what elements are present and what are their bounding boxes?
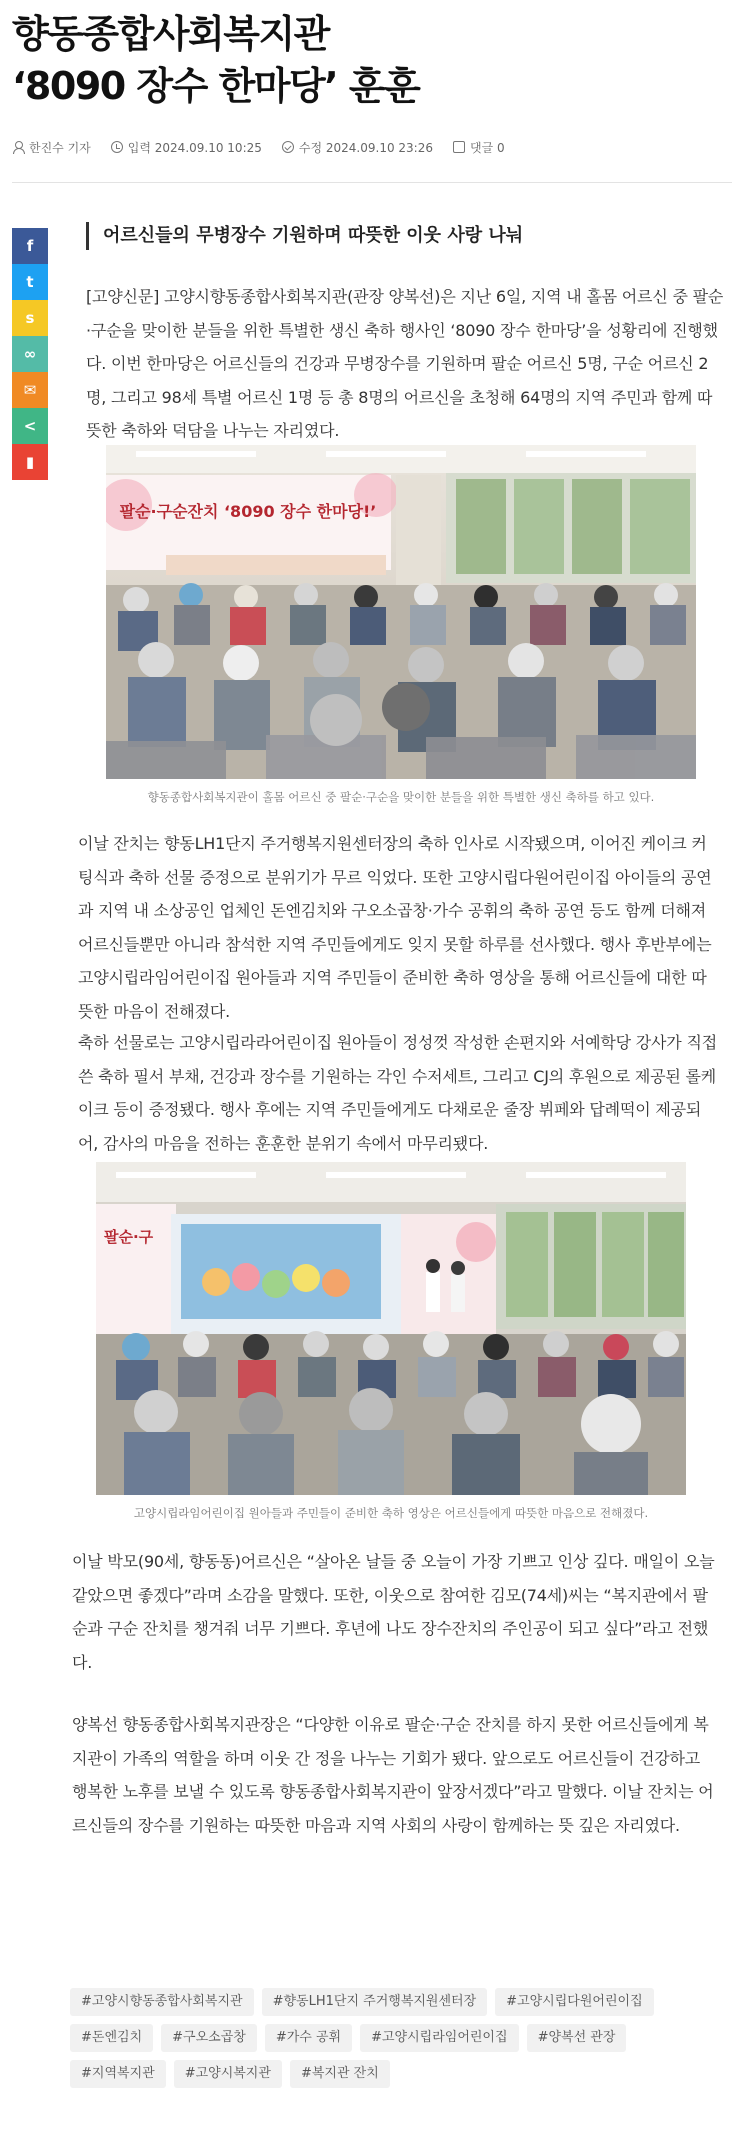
photo-2-caption: 고양시립라임어린이집 원아들과 주민들이 준비한 축하 영상은 어르신들에게 따뜻한 마음으로 전해졌다.: [133, 1506, 649, 1520]
bookmark-icon: ▮: [25, 453, 35, 471]
tag-link[interactable]: #고양시립라임어린이집: [360, 2024, 518, 2052]
link-icon: ∞: [23, 345, 37, 363]
event-photo-2[interactable]: [96, 1162, 686, 1495]
author-info: [12, 139, 91, 156]
share-twitter-button[interactable]: [12, 264, 48, 300]
photo-1-illustration: [106, 445, 696, 779]
article-meta: [12, 136, 732, 158]
published-date: 입력 2024.09.10 10:25: [127, 140, 262, 155]
article-tags: [70, 1988, 710, 2096]
modified-date: 수정 2024.09.10 23:26: [298, 140, 433, 155]
tag-row: [70, 2060, 710, 2088]
kakaostory-icon: s: [25, 309, 35, 327]
comment-info[interactable]: [453, 139, 505, 156]
article-headline: [12, 8, 732, 112]
article-paragraph: 이날 잔치는 향동LH1단지 주거행복지원센터장의 축하 인사로 시작됐으며, 이어진 케이크 커팅식과 축하 선물 증정으로 분위기가 무르 익었다. 또한 고양시립다원어린이집 아이들의 공연과 지역 내 소상공인 업체인 돈엔김치와 구오소곱창·가수 공휘의 축하 공연 등도 함께 더해져 어르신들뿐만 아니라 참석한 지역 주민들에게도 잊지 못할 하루를 선사했다. 행사 후반부에는 고양시립라임어린이집 원아들과 지역 주민들이 준비한 축하 영상을 통해 어르신들에 대한 따뜻한 마음이 전해졌다.: [78, 834, 712, 1021]
comment-count[interactable]: 댓글 0: [470, 140, 505, 155]
article-paragraph: 이날 박모(90세, 향동동)어르신은 “살아온 날들 중 오늘이 가장 기쁘고 인상 깊다. 매일이 오늘 같았으면 좋겠다”라며 소감을 말했다. 또한, 이웃으로 참여한 김모(74세)씨는 “복지관에서 팔순과 구순 잔치를 챙겨줘 너무 기쁘다. 후년에 나도 장수잔치의 주인공이 되고 싶다”라고 전했다.: [72, 1552, 715, 1672]
tag-link[interactable]: #고양시복지관: [174, 2060, 282, 2088]
share-kakaostory-button[interactable]: [12, 300, 48, 336]
share-bookmark-button[interactable]: [12, 444, 48, 480]
published-info: [111, 139, 262, 156]
banner-text-2: 팔순·구: [104, 1228, 154, 1246]
article-subtitle: 어르신들의 무병장수 기원하며 따뜻한 이웃 사랑 나눠: [86, 222, 716, 250]
meta-divider: [12, 182, 732, 183]
facebook-icon: f: [26, 237, 34, 255]
share-email-button[interactable]: [12, 372, 48, 408]
article-title-line2: ‘8090 장수 한마당’ 훈훈: [12, 64, 420, 108]
tag-row: [70, 1988, 710, 2016]
comment-icon: [453, 141, 465, 153]
tag-link[interactable]: #고양시향동종합사회복지관: [70, 1988, 254, 2016]
tag-link[interactable]: #돈엔김치: [70, 2024, 153, 2052]
share-share-button[interactable]: [12, 408, 48, 444]
banner-text: 팔순·구순잔치 ‘8090 장수 한마당!’: [119, 502, 377, 521]
modified-info: [282, 139, 433, 156]
tag-link[interactable]: #구오소곱창: [161, 2024, 257, 2052]
tag-link[interactable]: #복지관 잔치: [290, 2060, 390, 2088]
article-paragraph: [고양신문] 고양시향동종합사회복지관(관장 양복선)은 지난 6일, 지역 내 홀몸 어르신 중 팔순·구순을 맞이한 분들을 위한 특별한 생신 축하 행사인 ‘8090 장수 한마당’을 성황리에 진행했다. 이번 한마당은 어르신들의 건강과 무병장수를 기원하며 팔순 어르신 5명, 구순 어르신 2명, 그리고 98세 특별 어르신 1명 등 총 8명의 어르신을 초청해 64명의 지역 주민과 함께 따뜻한 축하와 덕담을 나누는 자리였다.: [86, 287, 724, 440]
article-paragraph: 양복선 향동종합사회복지관장은 “다양한 이유로 팔순·구순 잔치를 하지 못한 어르신들에게 복지관이 가족의 역할을 하며 이웃 간 정을 나누는 기회가 됐다. 앞으로도 어르신들이 건강하고 행복한 노후를 보낼 수 있도록 향동종합사회복지관이 앞장서겠다”라고 말했다. 이날 잔치는 어르신들의 장수를 기원하는 따뜻한 마음과 지역 사회의 사랑이 함께하는 뜻 깊은 자리였다.: [72, 1715, 714, 1835]
photo-2-illustration: [96, 1162, 686, 1495]
tag-link[interactable]: #양복선 관장: [527, 2024, 627, 2052]
tag-link[interactable]: #향동LH1단지 주거행복지원센터장: [262, 1988, 488, 2016]
share-icon: <: [23, 417, 37, 435]
email-icon: ✉: [23, 381, 37, 399]
twitter-icon: t: [26, 273, 34, 291]
clock-icon: [111, 141, 123, 153]
article-paragraph: 축하 선물로는 고양시립라라어린이집 원아들이 정성껏 작성한 손편지와 서예학당 강사가 직접 쓴 축하 필서 부채, 건강과 장수를 기원하는 각인 수저세트, 그리고 CJ의 후원으로 제공된 롤케이크 등이 증정됐다. 행사 후에는 지역 주민들에게도 다채로운 줄장 뷔페와 답례떡이 제공되어, 감사의 마음을 전하는 훈훈한 분위기 속에서 마무리됐다.: [78, 1033, 717, 1153]
tag-link[interactable]: #지역복지관: [70, 2060, 166, 2088]
photo-1-caption: 향동종합사회복지관이 홀몸 어르신 중 팔순·구순을 맞이한 분들을 위한 특별한 생신 축하를 하고 있다.: [147, 790, 655, 804]
share-bar: [12, 228, 48, 480]
share-facebook-button[interactable]: [12, 228, 48, 264]
tag-link[interactable]: #가수 공휘: [265, 2024, 352, 2052]
tag-row: [70, 2024, 710, 2052]
event-photo-1[interactable]: [106, 445, 696, 779]
article-title-line1: 향동종합사회복지관: [12, 12, 329, 56]
user-icon: [12, 141, 24, 153]
tag-link[interactable]: #고양시립다원어린이집: [495, 1988, 653, 2016]
author-name[interactable]: 한진수 기자: [29, 140, 91, 155]
share-link-button[interactable]: [12, 336, 48, 372]
check-circle-icon: [282, 141, 294, 153]
